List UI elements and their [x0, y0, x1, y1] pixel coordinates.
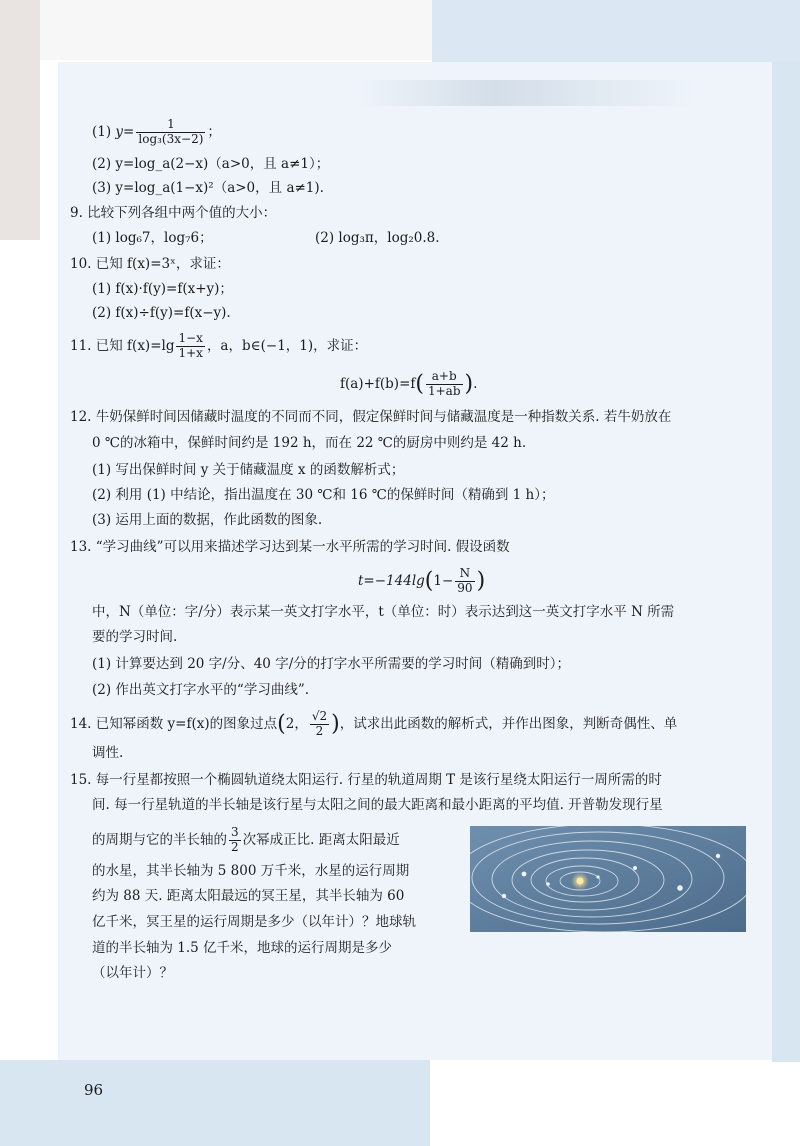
fraction-numerator: 3	[231, 825, 239, 839]
q12-line-2: 0 ℃的冰箱中，保鲜时间约是 192 h，而在 22 ℃的厨房中则约是 42 h.	[92, 435, 527, 451]
fraction-numerator: a+b	[426, 370, 463, 385]
fraction-denominator: 90	[457, 580, 473, 595]
left-paren: (	[415, 371, 424, 397]
q12-item-1: (1) 写出保鲜时间 y 关于储藏温度 x 的函数解析式；	[92, 462, 405, 478]
q12-item-2: (2) 利用 (1) 中结论，指出温度在 30 ℃和 16 ℃的保鲜时间（精确到 1 h）；	[92, 487, 555, 503]
q13-equation-fraction	[455, 567, 474, 596]
solar-system-illustration	[470, 826, 746, 932]
left-paren: (	[424, 568, 434, 594]
q14-line-1	[70, 710, 677, 739]
q11-stem	[70, 332, 367, 361]
q15-line-6: 亿千米，冥王星的运行周期是多少（以年计）？地球轨	[92, 914, 416, 930]
fraction-denominator: 2	[231, 839, 239, 854]
q8-item-1-end: ；	[207, 123, 221, 140]
q13-equation	[358, 567, 485, 596]
fraction-denominator: log₃(3x−2)	[138, 131, 204, 146]
right-paren: )	[476, 568, 486, 594]
q13-equation-lhs: t=−144lg	[358, 572, 425, 589]
right-paren: )	[331, 711, 340, 737]
q13-line-2: 中，N（单位：字/分）表示某一英文打字水平，t（单位：时）表示达到这一英文打字水平 N 所需	[92, 604, 675, 620]
q8-item-1-number: (1)	[92, 123, 112, 140]
q13-line-1: 13. “学习曲线”可以用来描述学习达到某一水平所需的学习时间. 假设函数	[70, 539, 510, 555]
q11-stem-end: ，a，b∈(−1，1)，求证：	[206, 337, 368, 354]
q13-item-2: (2) 作出英文打字水平的“学习曲线”.	[92, 682, 310, 698]
fraction-numerator: N	[455, 567, 474, 582]
q9-stem: 9. 比较下列各组中两个值的大小：	[70, 205, 277, 221]
q15-line-5: 约为 88 天. 距离太阳最远的冥王星，其半长轴为 60	[92, 888, 405, 904]
q13-item-1: (1) 计算要达到 20 字/分、40 字/分的打字水平所需要的学习时间（精确到时）；	[92, 656, 570, 672]
q8-item-3: (3) y=log_a(1−x)²（a>0，且 a≠1).	[92, 180, 324, 196]
q9-item-2: (2) log₃π，log₂0.8.	[315, 230, 440, 246]
q15-line-8: （以年计）？	[92, 965, 173, 981]
q15-line-2: 间. 每一行星轨道的半长轴是该行星与太阳之间的最大距离和最小距离的平均值. 开普勒发现行星	[92, 797, 663, 813]
page-left-strip	[0, 0, 40, 240]
page-number: 96	[84, 1081, 104, 1099]
q14-line-2: 调性.	[92, 745, 124, 761]
q15-line-7: 道的半长轴为 1.5 亿千米，地球的运行周期是多少	[92, 940, 393, 956]
q8-item-2: (2) y=log_a(2−x)（a>0，且 a≠1）；	[92, 156, 330, 172]
fraction-denominator: 1+x	[178, 345, 203, 360]
q15-line-3-end: 次幂成正比. 距离太阳最近	[242, 831, 400, 848]
q11-fraction	[176, 332, 204, 361]
q14-point-x: 2，	[285, 715, 308, 732]
fraction-denominator: 1+ab	[427, 383, 461, 398]
q13-equation-inner: 1−	[433, 572, 454, 589]
q15-line-1: 15. 每一行星都按照一个椭圆轨道绕太阳运行. 行星的轨道周期 T 是该行星绕太阳运行一周所需的时	[70, 772, 662, 788]
solar-system-figure	[470, 826, 746, 932]
q15-line-3-start: 的周期与它的半长轴的	[92, 831, 227, 848]
q15-line-4: 的水星，其半长轴为 5 800 万千米，水星的运行周期	[92, 863, 410, 879]
q15-line-3	[92, 826, 400, 855]
q14-stem-start: 14. 已知幂函数 y=f(x)的图象过点	[70, 715, 278, 732]
q14-point-fraction	[310, 710, 329, 739]
q9-item-1: (1) log₆7，log₇6；	[92, 230, 213, 246]
q8-item-1	[92, 118, 221, 147]
page-bottom-block	[0, 1060, 430, 1146]
q10-item-1: (1) f(x)·f(y)=f(x+y)；	[92, 281, 233, 297]
q11-equation-fraction	[426, 370, 463, 399]
fraction-denominator: 2	[315, 723, 324, 738]
q11-equation	[340, 370, 477, 399]
q15-exponent-fraction	[229, 826, 241, 855]
q12-line-1: 12. 牛奶保鲜时间因储藏时温度的不同而不同，假定保鲜时间与储藏温度是一种指数关系. 若牛奶放在	[70, 409, 672, 425]
fraction-numerator: 1−x	[178, 331, 203, 345]
q14-stem-end: ，试求出此函数的解析式，并作出图象，判断奇偶性、单	[339, 715, 678, 732]
q11-stem-start: 11. 已知 f(x)=lg	[70, 337, 175, 354]
faded-header-banner	[358, 80, 698, 106]
q10-stem: 10. 已知 f(x)=3ˣ，求证：	[70, 256, 230, 272]
q11-equation-end: .	[473, 375, 478, 392]
right-paren: )	[464, 371, 474, 397]
left-paren: (	[277, 711, 286, 737]
fraction-numerator: 1	[136, 118, 205, 133]
q8-item-1-lhs: y=	[115, 123, 135, 140]
q13-line-3: 要的学习时间.	[92, 629, 178, 645]
fraction-numerator: √2	[311, 709, 328, 723]
page-right-block	[432, 0, 800, 62]
q10-item-2: (2) f(x)÷f(y)=f(x−y).	[92, 305, 231, 321]
q8-item-1-fraction	[136, 118, 205, 147]
q11-equation-lhs: f(a)+f(b)=f	[340, 375, 416, 392]
q12-item-3: (3) 运用上面的数据，作此函数的图象.	[92, 512, 323, 528]
page-right-strip	[772, 62, 800, 1062]
